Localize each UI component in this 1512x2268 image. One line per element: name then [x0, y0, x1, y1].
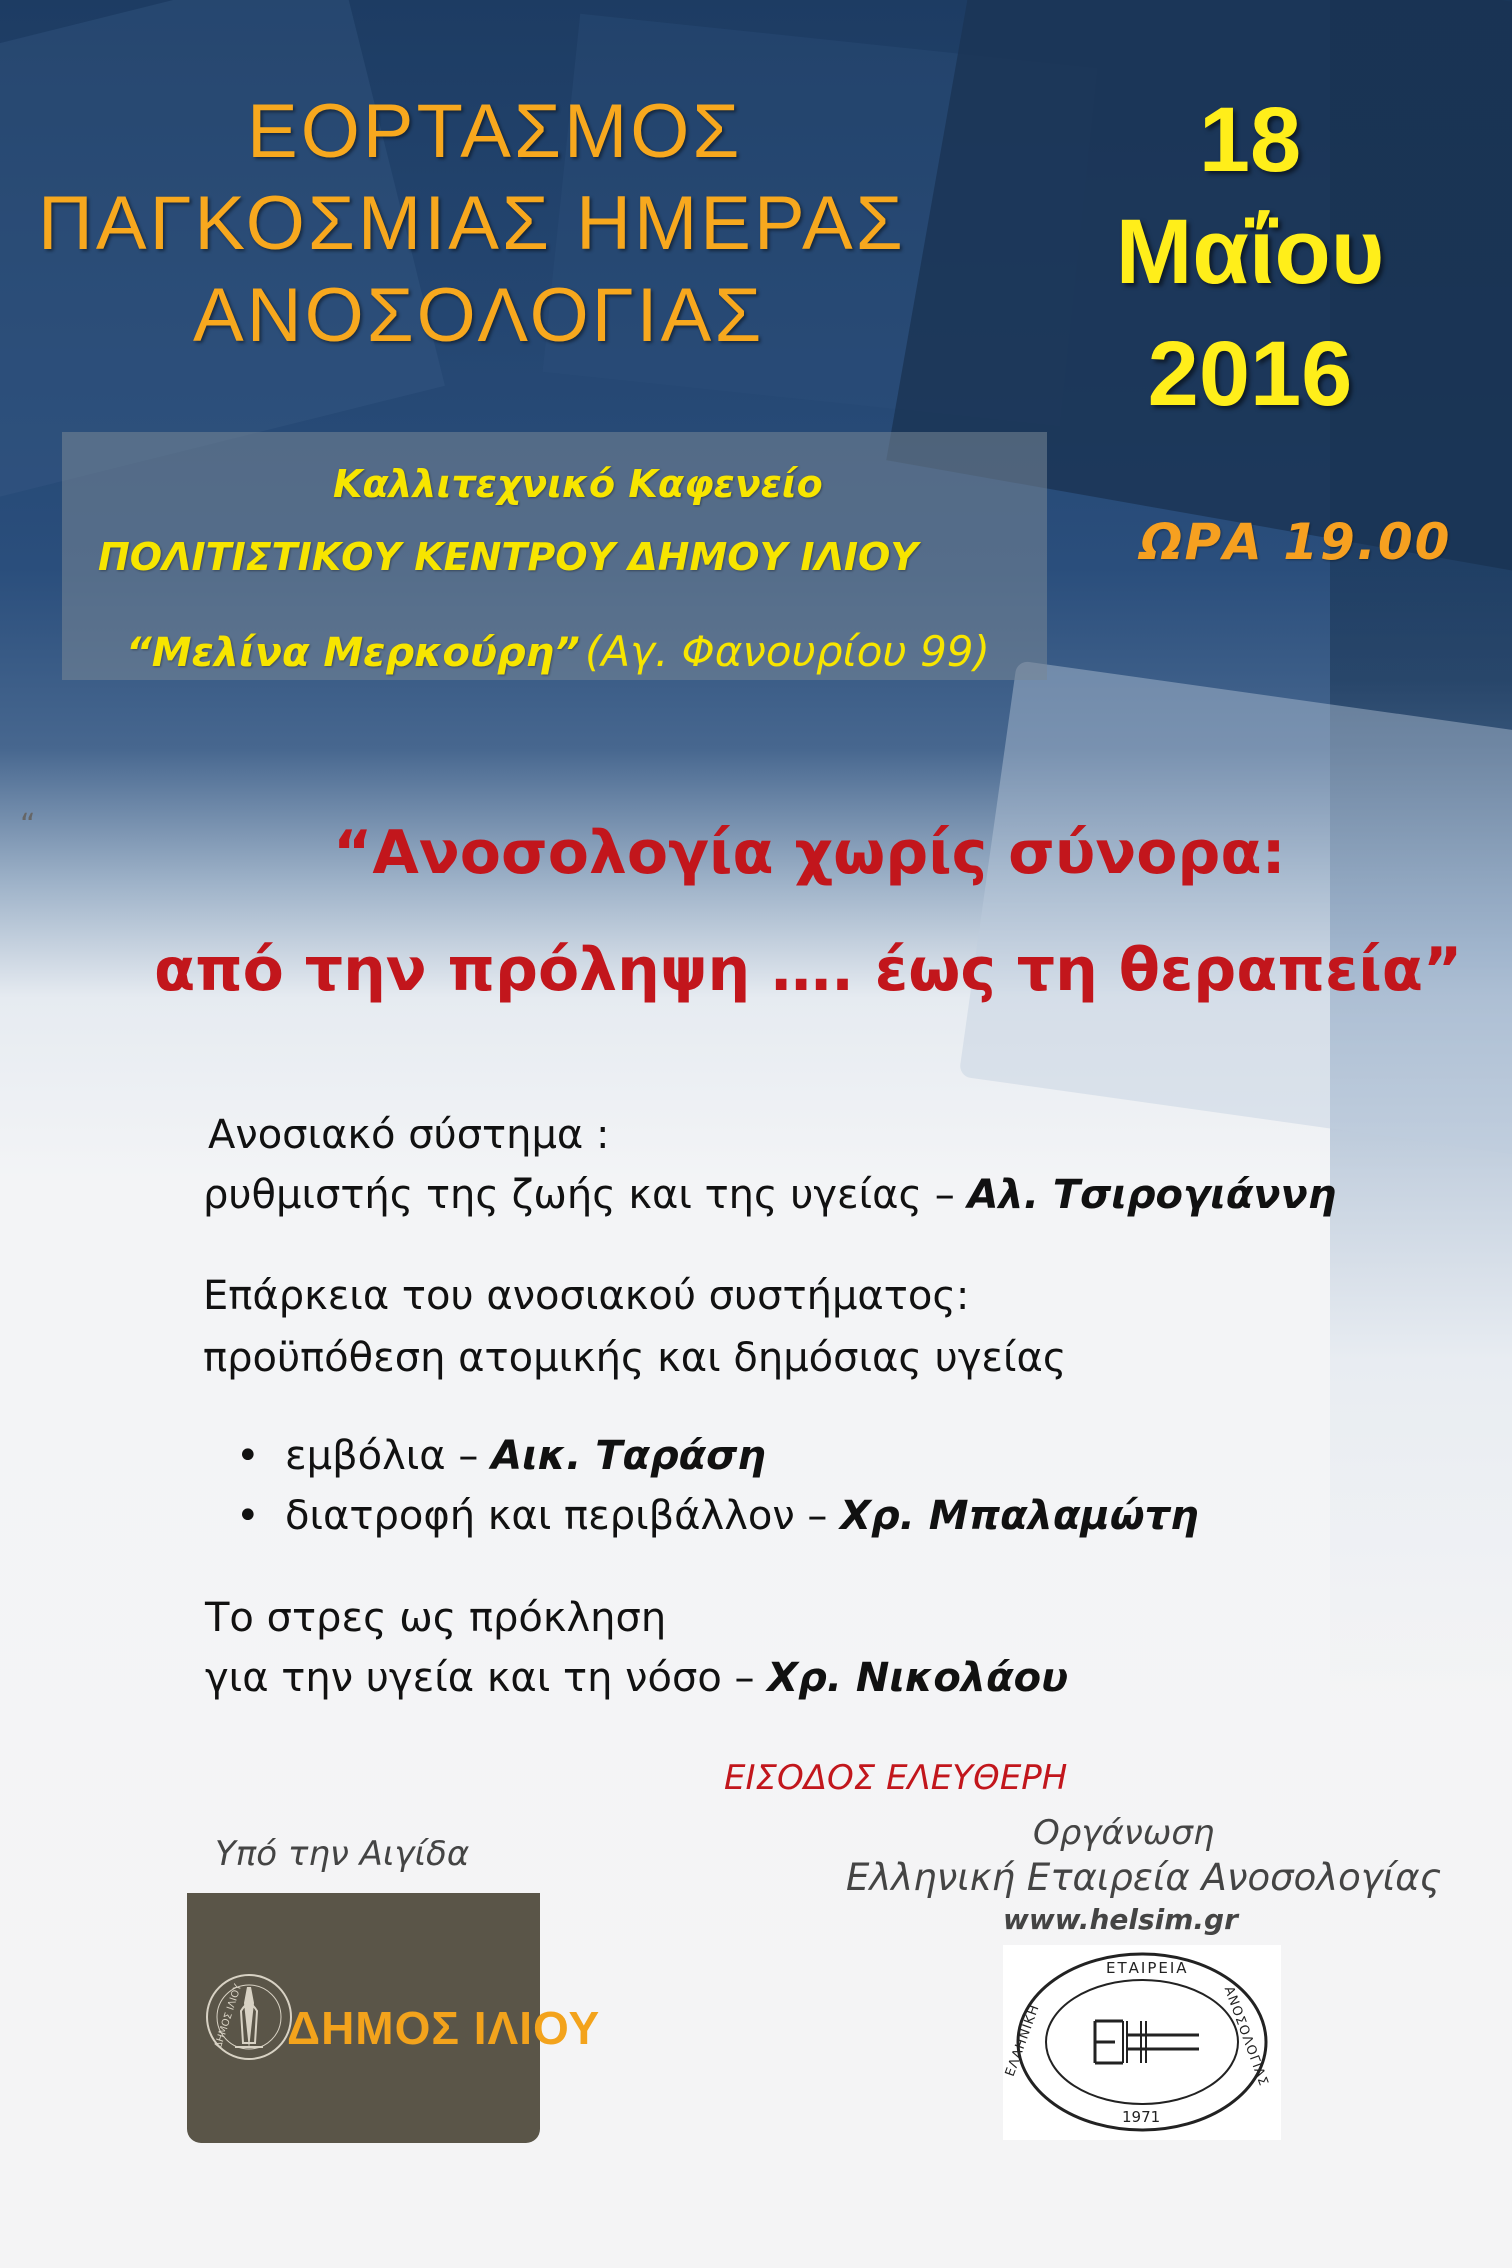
bullet-icon: • — [236, 1433, 260, 1479]
bullet-topic: εμβόλια – — [285, 1433, 492, 1479]
dimos-logo-text: ΔΗΜΟΣ ΙΛΙΟΥ — [287, 2002, 601, 2054]
venue-name: “Μελίνα Μερκούρη” — [126, 630, 580, 676]
background-shape — [959, 660, 1512, 1159]
program-item-2-line-1: Επάρκεια του ανοσιακού συστήματος: — [203, 1273, 970, 1319]
date-day: 18 — [1198, 89, 1302, 191]
bullet-icon: • — [236, 1493, 260, 1539]
venue-line-1: Καλλιτεχνικό Καφενείο — [333, 462, 823, 506]
dimos-iliou-logo — [187, 1893, 601, 2143]
helsim-logo-right-text: ΑΝΟΣΟΛΟΓΙΑΣ — [1220, 1984, 1271, 2089]
speaker-name: Αλ. Τσιρογιάννη — [967, 1172, 1337, 1218]
event-title-line-3: ΑΝΟΣΟΛΟΓΙΑΣ — [193, 273, 765, 358]
speaker-name: Χρ. Μπαλαμώτη — [840, 1493, 1199, 1539]
event-time: ΩΡΑ 19.00 — [1140, 513, 1452, 571]
motto-line-1: “Ανοσολογία χωρίς σύνορα: — [333, 818, 1286, 888]
organizer-label: Οργάνωση — [1033, 1813, 1215, 1853]
venue-address: (Αγ. Φανουρίου 99) — [584, 627, 990, 676]
program-item-3-line-1: Το στρες ως πρόκληση — [205, 1595, 667, 1641]
program-item-1-topic: ρυθμιστής της ζωής και της υγείας – — [203, 1172, 968, 1218]
organizer-name: Ελληνική Εταιρεία Ανοσολογίας — [846, 1856, 1442, 1899]
program-bullet-2 — [236, 1493, 1199, 1539]
venue-line-2: ΠΟΛΙΤΙΣΤΙΚΟΥ ΚΕΝΤΡΟΥ ΔΗΜΟΥ ΙΛΙΟΥ — [98, 535, 918, 579]
motto-line-2: από την πρόληψη …. έως τη θεραπεία” — [154, 935, 1463, 1005]
helsim-logo — [1003, 1945, 1281, 2140]
dimos-emblem-text: ΔΗΜΟΣ ΙΛΙΟΥ — [212, 1982, 245, 2051]
helsim-logo-left-text: ΕΛΛΗΝΙΚΗ — [1002, 2002, 1043, 2079]
free-entry-note: ΕΙΣΟΔΟΣ ΕΛΕΥΘΕΡΗ — [724, 1758, 1068, 1798]
event-title-line-1: ΕΟΡΤΑΣΜΟΣ — [247, 89, 743, 174]
patronage-label: Υπό την Αιγίδα — [215, 1834, 470, 1874]
program-item-3-line-2 — [205, 1655, 1068, 1701]
date-month: Μαΐου — [1115, 201, 1385, 303]
bullet-topic: διατροφή και περιβάλλον – — [285, 1493, 841, 1539]
program-item-3-topic: για την υγεία και τη νόσο – — [205, 1655, 768, 1701]
event-title-line-2: ΠΑΓΚΟΣΜΙΑΣ ΗΜΕΡΑΣ — [38, 181, 906, 266]
program-bullet-1 — [236, 1433, 766, 1479]
helsim-logo-year: 1971 — [1122, 2108, 1161, 2126]
program-item-2-line-2: προϋπόθεση ατομικής και δημόσιας υγείας — [203, 1335, 1067, 1381]
speaker-name: Αικ. Ταράση — [491, 1433, 766, 1479]
venue-line-3 — [126, 627, 990, 676]
date-year: 2016 — [1147, 323, 1353, 425]
organizer-website[interactable]: www.helsim.gr — [1003, 1903, 1238, 1936]
program-item-1-line-2 — [203, 1172, 1336, 1218]
stray-quote: “ — [20, 808, 36, 843]
program-item-1-line-1: Ανοσιακό σύστημα : — [208, 1112, 610, 1158]
helsim-logo-top-text: ΕΤΑΙΡΕΙΑ — [1106, 1959, 1189, 1977]
speaker-name: Χρ. Νικολάου — [767, 1655, 1069, 1701]
